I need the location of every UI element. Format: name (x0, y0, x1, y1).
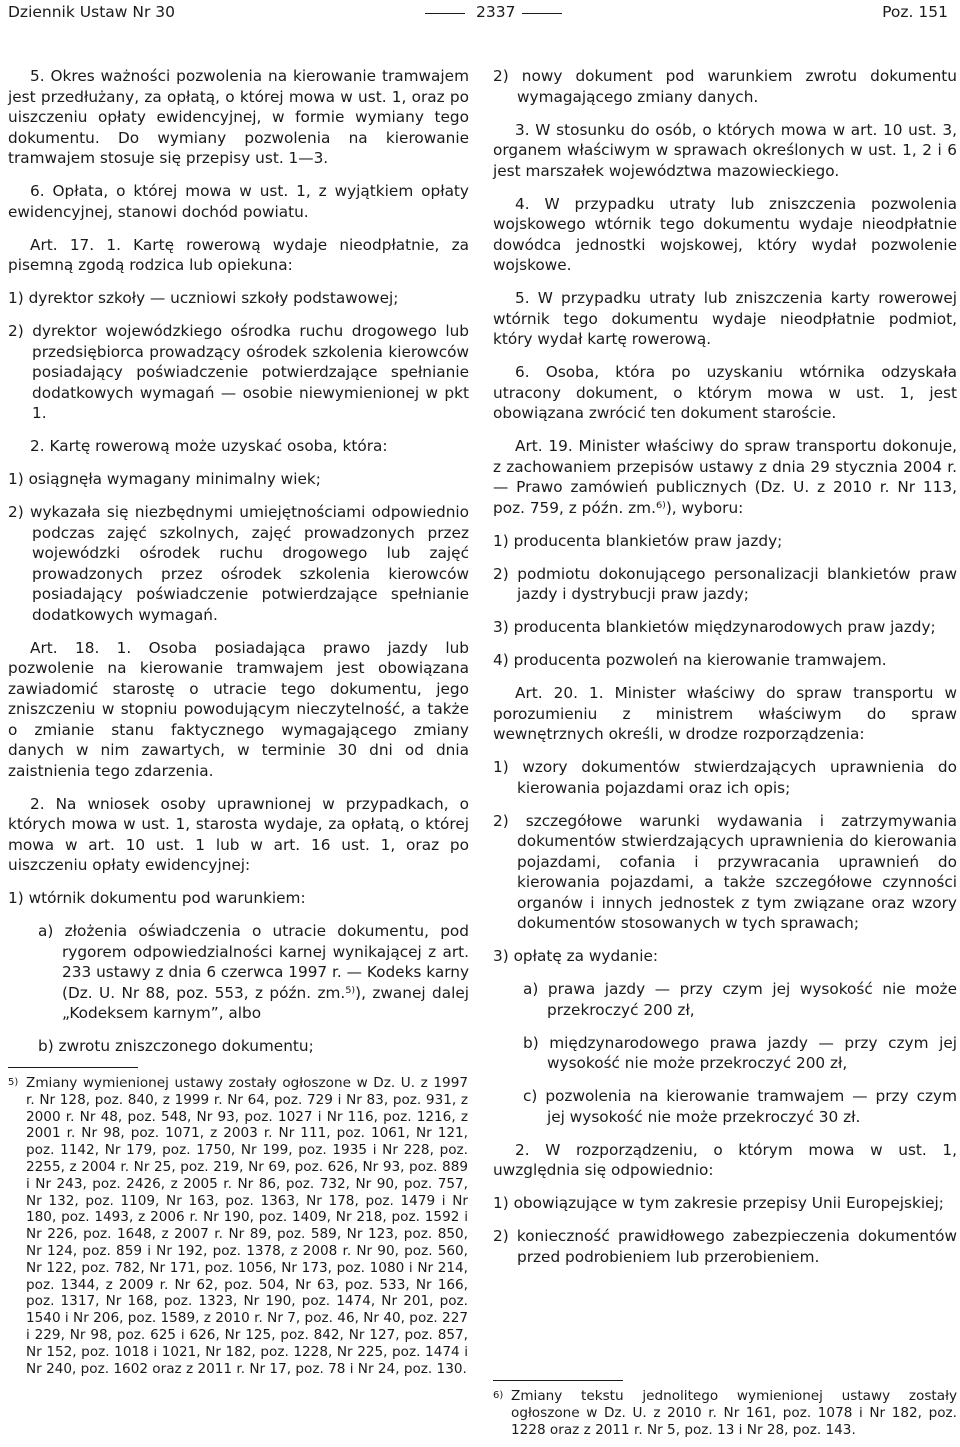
paragraph: 2) dyrektor wojewódzkiego ośrodka ruchu drogowego lub przedsiębiorca prowadzący ośrodek szkolenia kierowców posiadający poświadczenie potwierdzające spełnianie dodatkowych wymagań — osobie niewymienionej w pkt 1. (8, 322, 469, 422)
paragraph: 3. W stosunku do osób, o których mowa w art. 10 ust. 3, organem właściwym w sprawach określonych w ust. 1, 2 i 6 jest marszałek województwa mazowieckiego. (493, 120, 957, 180)
paragraph: 3) producenta blankietów międzynarodowych praw jazdy; (493, 618, 936, 636)
paragraph: 1) wzory dokumentów stwierdzających uprawnienia do kierowania pojazdami oraz ich opis; (493, 758, 957, 797)
paragraph: a) prawa jazdy — przy czym jej wysokość nie może przekroczyć 200 zł, (523, 980, 957, 1019)
paragraph: 4. W przypadku utraty lub zniszczenia pozwolenia wojskowego wtórnik tego dokumentu wydaje nieodpłatnie dowódca jednostki wojskowej, który wydał pozwolenie wojskowe. (493, 194, 957, 274)
footnote-marker: 6) (493, 1390, 504, 1401)
footnote-rule-5 (8, 1067, 138, 1068)
paragraph: 2) wykazała się niezbędnymi umiejętnościami odpowiednio podczas zajęć szkolnych, zajęć prowadzonych przez wojewódzki ośrodek ruchu drogowego lub zajęć prowadzonych przez ośrodek szkolenia kierowców posiadający poświadczenie potwierdzające spełnianie dodatkowych wymagań. (8, 503, 469, 624)
paragraph: Art. 18. 1. Osoba posiadająca prawo jazdy lub pozwolenie na kierowanie tramwajem jest obowiązana zawiadomić starostę o utracie tego dokumentu, jego zniszczeniu w stopniu powodującym nieczytelność, a także o zmianie stanu faktycznego wymagającego zmiany danych w nim zawartych, w terminie 30 dni od dnia zaistnienia tego zdarzenia. (8, 638, 469, 780)
footnote-marker: 5) (8, 1077, 19, 1088)
paragraph: 2. Na wniosek osoby uprawnionej w przypadkach, o których mowa w ust. 1, starosta wydaje, za opłatą, o której mowa w art. 10 ust. 1 lub w art. 16 ust. 1, oraz po uiszczeniu opłaty ewidencyjnej: (8, 794, 469, 874)
footnote-text: Zmiany tekstu jednolitego wymienionej ustawy zostały ogłoszone w Dz. U. z 2010 r. Nr 161, poz. 1078 i Nr 182, poz. 1228 oraz z 2011 r. Nr 5, poz. 13 i Nr 28, poz. 143. (511, 1388, 957, 1438)
paragraph: 1) osiągnęła wymagany minimalny wiek; (8, 470, 321, 488)
footnote-text: Zmiany wymienionej ustawy zostały ogłoszone w Dz. U. z 1997 r. Nr 128, poz. 840, z 1999 r. Nr 64, poz. 729 i Nr 83, poz. 931, z 2000 r. Nr 48, poz. 548, Nr 93, poz. 1027 i Nr 116, poz. 1216, z 2001 r. Nr 98, poz. 1071, z 2003 r. Nr 111, poz. 1061, Nr 121, poz. 1142, Nr 179, poz. 1750, Nr 199, poz. 1935 i Nr 228, poz. 2255, z 2004 r. Nr 25, poz. 219, Nr 69, poz. 626, Nr 93, poz. 889 i Nr 243, poz. 2426, z 2005 r. Nr 86, poz. 732, Nr 90, poz. 757, Nr 132, poz. 1109, Nr 163, poz. 1363, Nr 178, poz. 1479 i Nr 180, poz. 1493, z 2006 r. Nr 190, poz. 1409, Nr 218, poz. 1592 i Nr 226, poz. 1648, z 2007 r. Nr 89, poz. 589, Nr 123, poz. 850, Nr 124, poz. 859 i Nr 192, poz. 1378, z 2008 r. Nr 90, poz. 560, Nr 122, poz. 782, Nr 171, poz. 1056, Nr 173, poz. 1080 i Nr 214, poz. 1344, z 2009 r. Nr 62, poz. 504, Nr 63, poz. 533, Nr 166, poz. 1317, Nr 168, poz. 1323, Nr 190, poz. 1474, Nr 201, poz. 1540 i Nr 206, poz. 1589, z 2010 r. Nr 7, poz. 46, Nr 40, poz. 227 i 229, Nr 98, poz. 625 i 626, Nr 125, poz. 842, Nr 127, poz. 857, Nr 152, poz. 1018 i 1021, Nr 182, poz. 1228, Nr 225, poz. 1474 i Nr 240, poz. 1602 oraz z 2011 r. Nr 17, poz. 78 i Nr 24, poz. 130. (26, 1075, 468, 1377)
paragraph: b) międzynarodowego prawa jazdy — przy czym jej wysokość nie może przekroczyć 200 zł, (523, 1033, 957, 1072)
journal-title: Dziennik Ustaw Nr 30 (8, 3, 175, 21)
paragraph: 6. Osoba, która po uzyskaniu wtórnika odzyskała utracony dokument, o którym mowa w ust. 1, jest obowiązana zwrócić ten dokument staroście. (493, 363, 957, 422)
paragraph: 2) konieczność prawidłowego zabezpieczenia dokumentów przed podrobieniem lub przerobieniem. (493, 1227, 957, 1266)
paragraph: 5. W przypadku utraty lub zniszczenia karty rowerowej wtórnik tego dokumentu wydaje nieodpłatnie podmiot, który wydał kartę rowerową. (493, 289, 957, 348)
paragraph: a) złożenia oświadczenia o utracie dokumentu, pod rygorem odpowiedzialności karnej wynikającej z art. 233 ustawy z dnia 6 czerwca 1997 r. — Kodeks karny (Dz. U. Nr 88, poz. 553, z późn. zm.⁵⁾), zwanej dalej „Kodeksem karnym”, albo (38, 922, 469, 1022)
paragraph: 2. Kartę rowerową może uzyskać osoba, która: (30, 437, 388, 455)
paragraph: 1) obowiązujące w tym zakresie przepisy Unii Europejskiej; (493, 1194, 944, 1212)
paragraph: c) pozwolenia na kierowanie tramwajem — przy czym jej wysokość nie może przekroczyć 30 zł. (523, 1087, 957, 1126)
paragraph: 2) podmiotu dokonującego personalizacji blankietów praw jazdy i dystrybucji praw jazdy; (493, 564, 957, 603)
paragraph: Art. 20. 1. Minister właściwy do spraw transportu w porozumieniu z ministrem właściwym do spraw wewnętrznych określi, w drodze rozporządzenia: (493, 684, 957, 743)
paragraph: Art. 19. Minister właściwy do spraw transportu dokonuje, z zachowaniem przepisów ustawy z dnia 29 stycznia 2004 r. — Prawo zamówień publicznych (Dz. U. z 2010 r. Nr 113, poz. 759, z późn. zm.⁶⁾), wyboru: (493, 437, 957, 517)
paragraph: 6. Opłata, o której mowa w ust. 1, z wyjątkiem opłaty ewidencyjnej, stanowi dochód powiatu. (8, 182, 469, 221)
paragraph: 2. W rozporządzeniu, o którym mowa w ust. 1, uwzględnia się odpowiednio: (493, 1140, 957, 1179)
footnote-rule-6 (493, 1380, 623, 1381)
right-column (493, 66, 957, 1280)
header-dash-left (425, 13, 465, 14)
paragraph: b) zwrotu zniszczonego dokumentu; (38, 1037, 314, 1055)
paragraph: 4) producenta pozwoleń na kierowanie tramwajem. (493, 651, 887, 669)
paragraph: 1) wtórnik dokumentu pod warunkiem: (8, 889, 306, 907)
paragraph: 2) szczegółowe warunki wydawania i zatrzymywania dokumentów stwierdzających uprawnienia do kierowania pojazdami, cofania i przywracania uprawnień do kierowania pojazdami, a także szczegółowe czynności organów i innych jednostek z tym związane oraz wzory dokumentów stosowanych w tych sprawach; (493, 811, 957, 932)
paragraph: 5. Okres ważności pozwolenia na kierowanie tramwajem jest przedłużany, za opłatą, o której mowa w ust. 1, oraz po uiszczeniu opłaty ewidencyjnej, w formie wymiany tego dokumentu. Do wymiany pozwolenia na kierowanie tramwajem stosuje się przepisy ust. 1—3. (8, 67, 469, 167)
paragraph: Art. 17. 1. Kartę rowerową wydaje nieodpłatnie, za pisemną zgodą rodzica lub opiekuna: (8, 235, 469, 274)
footnote-6 (493, 1388, 957, 1438)
position-number: Poz. 151 (882, 3, 948, 21)
paragraph: 1) dyrektor szkoły — uczniowi szkoły podstawowej; (8, 289, 399, 307)
left-column (8, 66, 469, 1069)
header-dash-right (522, 13, 562, 14)
paragraph: 1) producenta blankietów praw jazdy; (493, 531, 783, 550)
page-header (0, 0, 960, 26)
paragraph: 2) nowy dokument pod warunkiem zwrotu dokumentu wymagającego zmiany danych. (493, 67, 957, 106)
page-number: 2337 (476, 3, 516, 21)
paragraph: 3) opłatę za wydanie: (493, 947, 659, 965)
footnote-5 (8, 1075, 468, 1377)
